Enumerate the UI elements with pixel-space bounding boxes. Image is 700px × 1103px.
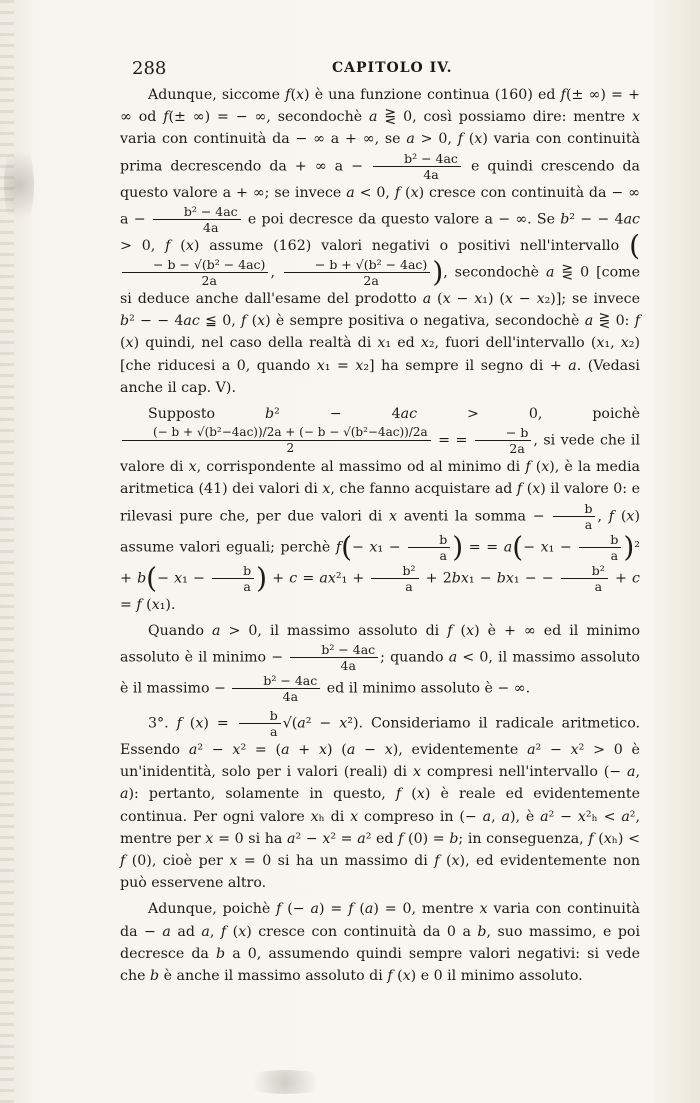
math-variable: f (176, 715, 182, 732)
math-fraction (122, 257, 268, 288)
math-fraction (579, 532, 621, 563)
math-variable: x (316, 357, 325, 374)
math-variable: x (620, 335, 629, 352)
math-variable: f (136, 596, 142, 613)
math-variable: x (125, 335, 134, 352)
math-variable: x (350, 808, 359, 825)
fraction-denominator: 4a (340, 658, 356, 674)
fraction-numerator: b² − 4ac (232, 673, 320, 689)
fraction-numerator: b² − 4ac (153, 204, 241, 220)
fraction-numerator: b² − 4ac (290, 642, 378, 658)
math-variable: a (310, 901, 320, 918)
math-variable: f (434, 853, 440, 870)
fraction-numerator: − b + √(b² − 4ac) (284, 257, 430, 273)
fraction-numerator: b² (371, 563, 418, 579)
math-variable: x (626, 508, 635, 525)
math-variable: b (449, 830, 459, 847)
math-variable: f (608, 508, 615, 525)
fraction-denominator: 2a (201, 273, 217, 289)
math-variable: x (541, 459, 550, 476)
math-variable: bx (451, 570, 469, 587)
math-variable: x (151, 596, 160, 613)
math-variable: f (348, 901, 354, 918)
math-variable: f (241, 313, 247, 330)
math-variable: x (474, 291, 483, 308)
page-stain (4, 140, 34, 230)
math-variable: a (627, 764, 636, 781)
math-variable: b (216, 945, 226, 962)
math-fraction (232, 673, 320, 704)
page-header (132, 54, 632, 84)
math-variable: x (540, 539, 549, 556)
fraction-numerator: b (579, 532, 621, 548)
math-variable: a (120, 786, 129, 803)
math-parenthesis: ) (432, 255, 444, 289)
math-variable: f (120, 853, 126, 870)
math-variable: x (188, 459, 197, 476)
math-variable: x (232, 742, 241, 759)
math-variable: x (442, 291, 451, 308)
math-variable: x (479, 901, 488, 918)
math-variable: a (364, 901, 374, 918)
math-variable: f (276, 901, 282, 918)
fraction-denominator: 2a (509, 441, 525, 457)
math-variable: f (387, 968, 393, 985)
math-variable: f (165, 237, 171, 254)
math-variable: x (185, 237, 194, 254)
math-variable: b (120, 313, 130, 330)
math-variable: a (346, 184, 355, 201)
math-variable: a (188, 742, 198, 759)
math-parenthesis: ( (341, 530, 353, 564)
math-variable: x (295, 87, 304, 103)
math-variable: x (466, 622, 475, 639)
math-fraction (212, 563, 254, 594)
math-variable: a (212, 622, 221, 639)
math-variable: x (205, 830, 214, 847)
math-variable: f (394, 184, 401, 201)
fraction-denominator: a (269, 724, 278, 740)
math-fraction (475, 425, 531, 456)
math-variable: c (289, 570, 298, 587)
math-parenthesis: ) (452, 530, 464, 564)
fraction-denominator: 4a (282, 689, 299, 705)
paragraph: Adunque, siccome f(x) è una funzione continua (160) ed f(± ∞) = + ∞ od f(± ∞) = − ∞, secondochè a ⋛ 0, così possiamo dire: mentre x varia con continuità da − ∞ a + ∞, se a > 0, f (x) varia con continuità prima decrescendo da + ∞ a − $\frac{\text{b² − 4ac}}{4a}$ e quindi crescendo da questo valore a + ∞; se invece a < 0, f (x) cresce con continuità da − ∞ a − $\frac{\text{b² − 4ac}}{4a}$ e poi decresce da questo valore a − ∞. Se b² − − 4ac > 0, f (x) assume (162) valori negativi o positivi nell'intervallo ( $\frac{\text{− b − √(b² − 4ac)}}{2a}$ , $\frac{\text{− b + √(b² − 4ac)}}{2a}$ ), secondochè a ⋛ 0 [come si deduce anche dall'esame del prodotto a (x − x₁) (x − x₂)]; se invece b² − − 4ac ≦ 0, f (x) è sempre positiva o negativa, secondochè a ⋛ 0: f (x) quindi, nel caso della realtà di x₁ ed x₂, fuori dell'intervallo (x₁, x₂) [che riducesi a 0, quando x₁ = x₂] ha sempre il segno di + a. (Vedasi anche il cap. V). (120, 87, 641, 396)
fraction-numerator: − b − √(b² − 4ac) (122, 257, 268, 273)
math-variable: x (420, 335, 429, 352)
math-variable: a (540, 808, 549, 825)
math-variable: a (448, 649, 458, 666)
math-variable: f (285, 87, 291, 103)
math-variable: b (265, 406, 275, 423)
math-variable: f (398, 830, 404, 847)
math-fraction (553, 501, 595, 532)
math-variable: x (384, 742, 393, 759)
math-fraction (561, 563, 608, 594)
math-variable: x (238, 923, 247, 940)
fraction-denominator: 4a (203, 219, 219, 235)
fraction-numerator: b² (561, 563, 608, 579)
math-variable: f (395, 786, 402, 803)
math-fraction (408, 532, 450, 563)
fraction-denominator: a (405, 578, 413, 594)
math-variable: a (584, 313, 594, 330)
math-variable: a (546, 264, 555, 281)
math-variable: x (195, 715, 204, 732)
math-variable: x (355, 357, 364, 374)
math-variable: x (310, 808, 319, 825)
math-variable: x (532, 481, 541, 498)
math-variable: a (503, 539, 513, 556)
math-fraction (371, 563, 418, 594)
math-variable: x (412, 764, 421, 781)
math-variable: a (286, 830, 296, 847)
math-variable: a (281, 742, 290, 759)
math-variable: a (162, 923, 171, 940)
math-variable: a (621, 808, 630, 825)
page-stain (240, 1070, 330, 1094)
math-parenthesis: ( (512, 530, 524, 564)
fraction-denominator: a (610, 547, 619, 563)
fraction-denominator: a (439, 547, 447, 563)
math-variable: x (603, 830, 612, 847)
math-variable: a (527, 742, 536, 759)
math-variable: ac (183, 313, 200, 330)
math-variable: x (389, 508, 398, 525)
math-variable: x (596, 335, 605, 352)
math-variable: f (335, 539, 342, 556)
math-variable: b (150, 968, 160, 985)
fraction-numerator: b (212, 563, 254, 579)
math-variable: x (318, 742, 327, 759)
math-variable: x (339, 715, 348, 732)
math-variable: x (369, 539, 378, 556)
math-variable: x (322, 481, 331, 498)
math-variable: a (297, 715, 306, 732)
math-fraction (153, 204, 241, 235)
math-variable: a (568, 357, 577, 374)
math-parenthesis: ( (629, 228, 641, 262)
math-variable: a (346, 742, 356, 759)
math-variable: x (632, 109, 641, 126)
math-variable: b (137, 570, 147, 587)
math-variable: c (632, 570, 640, 587)
paragraph: Supposto b² − 4ac > 0, poichè $\frac{\text{(− b + √(b²−4ac))/2a + (− b − √(b²−4ac))/2a}}{2}$ = = $\frac{- b}{2a}$ , si vede che il valore di x, corrispondente al massimo od al minimo di f (x), è la media aritmetica (41) dei valori di x, che fanno acquistare ad f (x) il valore 0: e rilevasi pure che, per due valori di x aventi la somma − $\frac{b}{a}$ , f (x) assume valori eguali; perchè f(− x₁ − $\frac{b}{a}$ ) = = a(− x₁ − $\frac{b}{a}$ )² + b(− x₁ − $\frac{b}{a}$ ) + c = ax²₁ + $\frac{\text{b²}}{a}$ + 2bx₁ − bx₁ − − $\frac{\text{b²}}{a}$ + c = f (x₁). (120, 406, 641, 613)
fraction-denominator: 4a (423, 166, 439, 182)
math-parenthesis: ) (623, 530, 635, 564)
math-variable: x (322, 830, 331, 847)
math-variable: x (377, 335, 386, 352)
math-fraction (122, 425, 431, 456)
math-variable: a (201, 923, 210, 940)
math-variable: f (560, 87, 566, 103)
math-fraction (290, 642, 378, 673)
math-variable: a (482, 808, 492, 825)
math-variable: x (174, 570, 183, 587)
math-variable: x (257, 313, 266, 330)
fraction-denominator: 2a (363, 273, 379, 289)
math-variable: a (422, 291, 432, 308)
math-variable: x (402, 968, 411, 985)
math-fraction (239, 708, 281, 739)
fraction-denominator: a (594, 578, 603, 594)
fraction-denominator: a (243, 578, 251, 594)
fraction-denominator: 2 (286, 441, 295, 456)
math-variable: x (474, 131, 483, 148)
page-number: 288 (132, 58, 167, 79)
fraction-denominator: a (584, 516, 593, 532)
math-variable: x (416, 786, 425, 803)
math-variable: x (504, 291, 513, 308)
paragraph: Quando a > 0, il massimo assoluto di f (x) è + ∞ ed il minimo assoluto è il minimo − $\frac{\text{b² − 4ac}}{4a}$ ; quando a < 0, il massimo assoluto è il massimo − $\frac{\text{b² − 4ac}}{4a}$ ed il minimo assoluto è − ∞. (120, 622, 641, 705)
math-parenthesis: ( (146, 561, 158, 595)
math-variable: b (477, 923, 487, 940)
math-variable: b (560, 211, 570, 228)
math-variable: f (525, 459, 531, 476)
fraction-numerator: b (239, 708, 281, 724)
math-variable: a (369, 109, 378, 126)
math-fraction (284, 257, 430, 288)
math-variable: ac (623, 211, 640, 228)
math-variable: bx (496, 570, 514, 587)
math-variable: f (634, 313, 640, 330)
body-text (120, 84, 640, 987)
paragraph: 3°. f (x) = $\frac{b}{a}$ √(a² − x²). Consideriamo il radicale aritmetico. Essendo a² − x² = (a + x) (a − x), evidentemente a² − x² > 0 è un'inidentità, solo per i valori (reali) di x compresi nell'intervallo (− a, a): pertanto, solamente in questo, f (x) è reale ed evidentemente continua. Per ogni valore xₕ di x compreso in (− a, a), è a² − x²ₕ < a², mentre per x = 0 si ha a² − x² = a² ed f (0) = b; in conseguenza, f (xₕ) < f (0), cioè per x = 0 si ha un massimo di f (x), ed evidentemente non può esservene altro. (120, 708, 641, 892)
paragraph: Adunque, poichè f (− a) = f (a) = 0, mentre x varia con continuità da − a ad a, f (x) cresce con continuità da 0 a b, suo massimo, e poi decresce da b a 0, assumendo quindi sempre valori negativi: si vede che b è anche il massimo assoluto di f (x) e 0 il minimo assoluto. (120, 901, 641, 985)
math-variable: x (410, 184, 419, 201)
math-parenthesis: ) (256, 561, 268, 595)
chapter-title: CAPITOLO IV. (332, 60, 453, 76)
math-variable: f (447, 622, 453, 639)
math-variable: f (163, 109, 169, 126)
math-variable: f (220, 923, 227, 940)
fraction-numerator: − b (475, 425, 531, 441)
fraction-numerator: (− b + √(b²−4ac))/2a + (− b − √(b²−4ac))/2a (122, 425, 431, 441)
fraction-numerator: b² − 4ac (373, 151, 461, 167)
math-variable: x (451, 853, 460, 870)
math-variable: ax (319, 570, 336, 587)
math-variable: x (229, 853, 238, 870)
fraction-numerator: b (408, 532, 450, 548)
math-variable: a (406, 131, 415, 148)
math-variable: x (536, 291, 545, 308)
math-fraction (373, 151, 461, 182)
math-variable: f (457, 131, 463, 148)
math-variable: a (501, 808, 510, 825)
math-variable: a (357, 830, 366, 847)
math-variable: x (570, 742, 579, 759)
math-variable: f (516, 481, 523, 498)
math-variable: ac (400, 406, 418, 423)
math-variable: f (588, 830, 594, 847)
fraction-numerator: b (553, 501, 595, 517)
math-variable: x (577, 808, 586, 825)
